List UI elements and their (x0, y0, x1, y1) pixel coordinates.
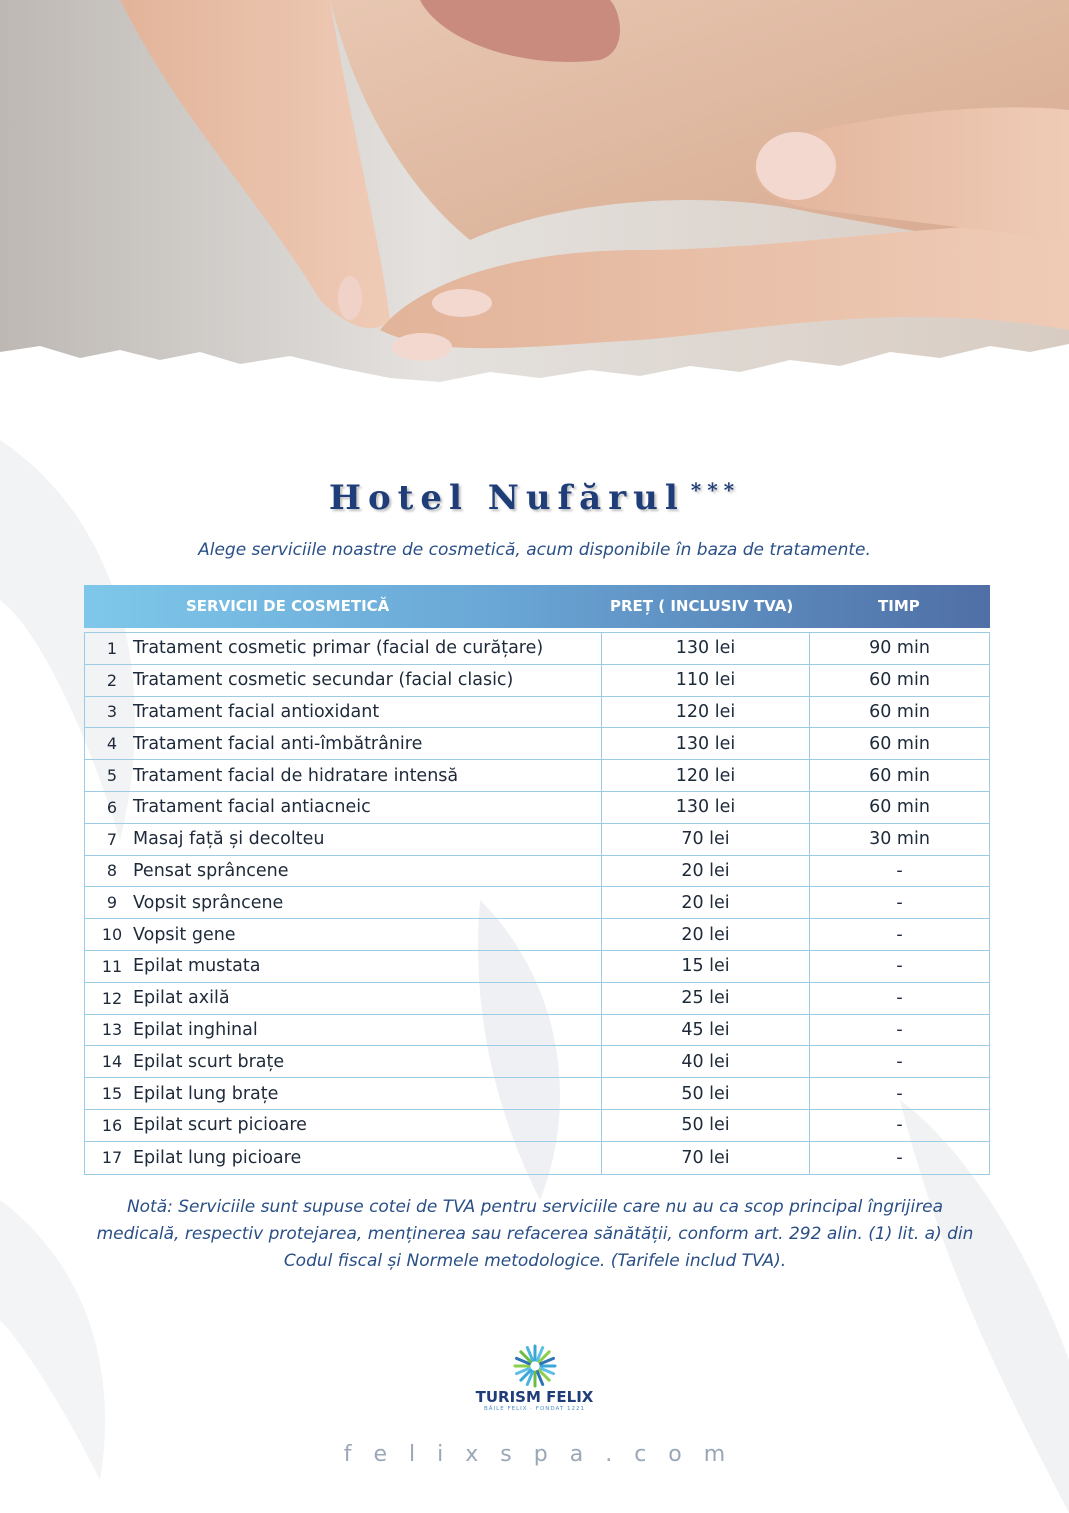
service-price: 45 lei (601, 1015, 809, 1046)
service-name: Epilat scurt picioare (133, 1115, 307, 1136)
table-row (85, 887, 989, 919)
service-price: 50 lei (601, 1078, 809, 1109)
row-number: 5 (106, 766, 118, 786)
table-row (85, 665, 989, 697)
row-number: 12 (101, 988, 123, 1008)
header-price: PREȚ ( INCLUSIV TVA) (610, 597, 794, 615)
table-row (85, 792, 989, 824)
row-number: 8 (106, 861, 118, 881)
vat-note: Notă: Serviciile sunt supuse cotei de TVA pentru serviciile care nu au ca scop principal îngrijirea medicală, respectiv protejarea, menținerea sau refacerea sănătății, conform art. 292 alin. (1) lit. a) din Codul fiscal și Normele metodologice. (Tarifele includ TVA). (96, 1197, 974, 1271)
hotel-stars: *** (690, 478, 741, 502)
row-number: 17 (101, 1148, 123, 1168)
service-price: 25 lei (601, 983, 809, 1014)
service-time: - (809, 887, 989, 918)
header-service: SERVICII DE COSMETICĂ (186, 597, 390, 615)
service-price: 130 lei (601, 633, 809, 664)
services-table (84, 632, 990, 1175)
service-price: 70 lei (601, 1142, 809, 1174)
service-price: 40 lei (601, 1046, 809, 1077)
service-name: Vopsit gene (133, 924, 236, 945)
row-number: 13 (101, 1020, 123, 1040)
table-row (85, 1110, 989, 1142)
service-time: 60 min (809, 697, 989, 728)
service-name: Pensat sprâncene (133, 860, 289, 881)
service-time: - (809, 1015, 989, 1046)
row-number: 14 (101, 1052, 123, 1072)
service-time: - (809, 1046, 989, 1077)
table-row (85, 1078, 989, 1110)
service-name: Epilat lung brațe (133, 1083, 279, 1104)
table-row (85, 824, 989, 856)
row-number: 15 (101, 1084, 123, 1104)
service-name: Tratament facial antiacneic (133, 797, 371, 818)
table-row (85, 1046, 989, 1078)
service-time: 60 min (809, 728, 989, 759)
row-number: 10 (101, 925, 123, 945)
service-time: - (809, 983, 989, 1014)
table-row (85, 983, 989, 1015)
service-time: - (809, 919, 989, 950)
service-time: 60 min (809, 792, 989, 823)
brand-tagline: BĂILE FELIX · FONDAT 1221 (484, 1406, 585, 1412)
service-name: Epilat inghinal (133, 1019, 258, 1040)
service-time: 30 min (809, 824, 989, 855)
service-name: Tratament cosmetic secundar (facial clasic) (133, 670, 514, 691)
table-row (85, 951, 989, 983)
service-price: 15 lei (601, 951, 809, 982)
hotel-name: Hotel Nufărul (328, 478, 685, 518)
service-price: 20 lei (601, 856, 809, 887)
service-name: Epilat axilă (133, 988, 230, 1009)
service-name: Epilat mustata (133, 956, 261, 977)
service-price: 130 lei (601, 792, 809, 823)
row-number: 4 (106, 734, 118, 754)
table-row (85, 633, 989, 665)
service-name: Masaj față și decolteu (133, 829, 325, 850)
service-name: Tratament facial anti-îmbătrânire (133, 733, 423, 754)
table-row (85, 919, 989, 951)
row-number: 11 (101, 956, 123, 976)
row-number: 6 (106, 797, 118, 817)
row-number: 3 (106, 702, 118, 722)
service-time: 60 min (809, 665, 989, 696)
row-number: 2 (106, 670, 118, 690)
service-time: - (809, 1078, 989, 1109)
row-number: 9 (106, 893, 118, 913)
row-number: 1 (106, 638, 118, 658)
service-price: 70 lei (601, 824, 809, 855)
website-link[interactable]: felixspa.com (343, 1442, 748, 1467)
service-price: 20 lei (601, 887, 809, 918)
service-name: Epilat scurt brațe (133, 1051, 285, 1072)
service-name: Tratament cosmetic primar (facial de curățare) (133, 638, 544, 659)
service-price: 130 lei (601, 728, 809, 759)
service-price: 50 lei (601, 1110, 809, 1141)
row-number: 7 (106, 829, 118, 849)
row-number: 16 (101, 1115, 123, 1135)
table-row (85, 697, 989, 729)
header-time: TIMP (878, 597, 920, 615)
service-price: 120 lei (601, 760, 809, 791)
service-name: Tratament facial de hidratare intensă (133, 765, 459, 786)
service-time: - (809, 856, 989, 887)
brand-name: TURISM FELIX (475, 1388, 594, 1406)
hero-photo (0, 0, 1069, 400)
service-time: 60 min (809, 760, 989, 791)
table-header (84, 585, 990, 628)
table-row (85, 1142, 989, 1174)
table-row (85, 728, 989, 760)
service-name: Epilat lung picioare (133, 1147, 302, 1168)
service-time: - (809, 1110, 989, 1141)
page-subtitle: Alege serviciile noastre de cosmetică, acum disponibile în baza de tratamente. (198, 540, 871, 560)
service-time: - (809, 951, 989, 982)
service-time: 90 min (809, 633, 989, 664)
service-price: 120 lei (601, 697, 809, 728)
table-row (85, 856, 989, 888)
table-row (85, 1015, 989, 1047)
service-price: 110 lei (601, 665, 809, 696)
service-name: Tratament facial antioxidant (133, 701, 380, 722)
table-row (85, 760, 989, 792)
service-name: Vopsit sprâncene (133, 892, 284, 913)
service-price: 20 lei (601, 919, 809, 950)
service-time: - (809, 1142, 989, 1174)
page-title (0, 478, 1069, 518)
